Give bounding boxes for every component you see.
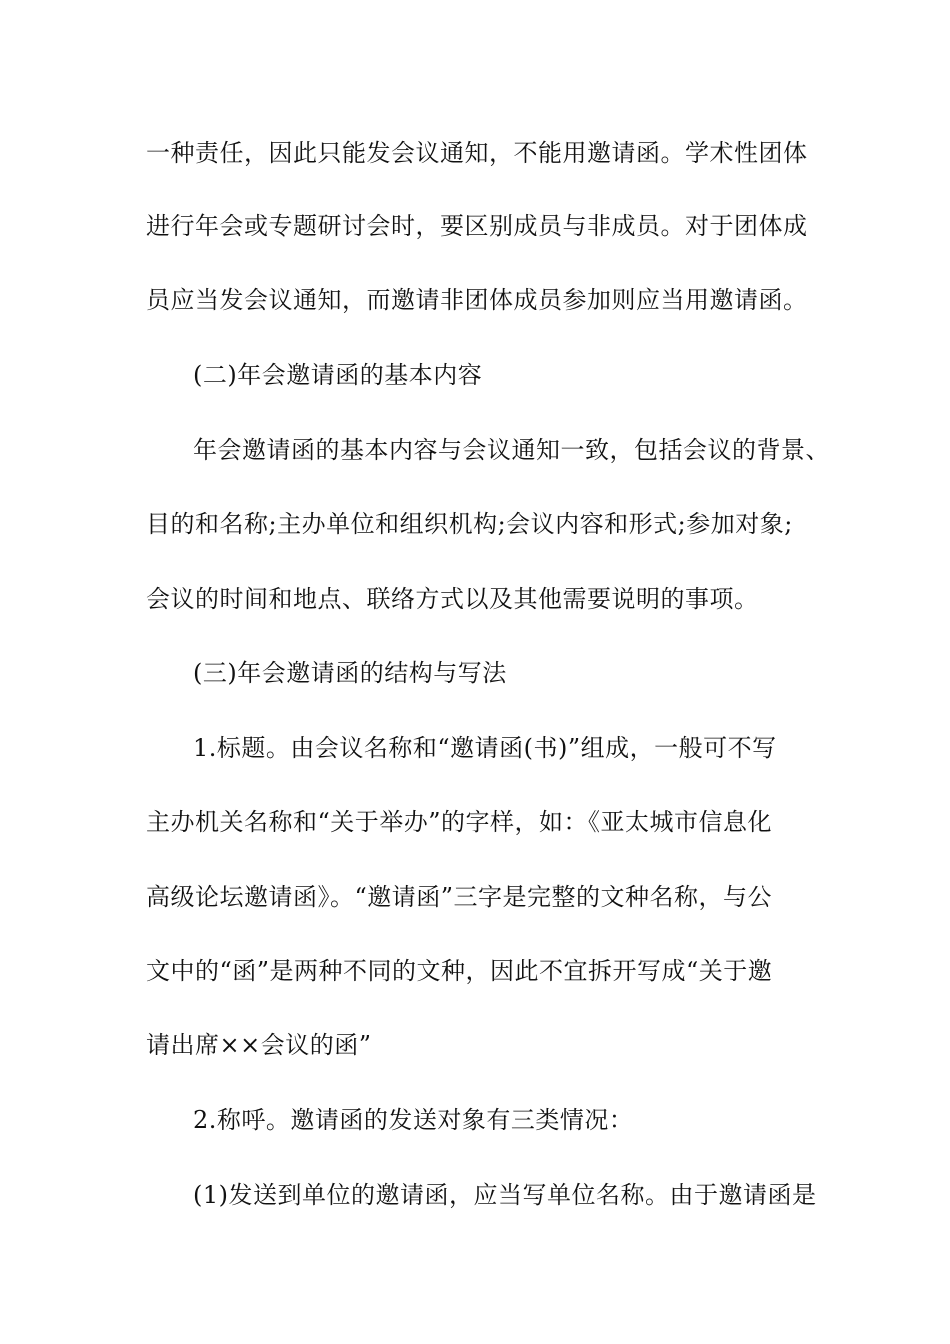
body-text-line: (1)发送到单位的邀请函，应当写单位名称。由于邀请函是 — [193, 1181, 817, 1209]
body-text-line: 请出席××会议的函” — [146, 1031, 372, 1059]
body-text-line: 进行年会或专题研讨会时，要区别成员与非成员。对于团体成 — [146, 212, 808, 240]
body-text-line: 员应当发会议通知，而邀请非团体成员参加则应当用邀请函。 — [146, 286, 808, 314]
body-text-line: 一种责任，因此只能发会议通知，不能用邀请函。学术性团体 — [146, 139, 808, 167]
body-text-line: 高级论坛邀请函》。“邀请函”三字是完整的文种名称，与公 — [146, 883, 773, 911]
body-text-line: 会议的时间和地点、联络方式以及其他需要说明的事项。 — [146, 585, 759, 613]
body-text-line: 目的和名称;主办单位和组织机构;会议内容和形式;参加对象; — [146, 510, 793, 538]
body-text-line: 主办机关名称和“关于举办”的字样，如：《亚太城市信息化 — [146, 808, 773, 836]
section-heading: (二)年会邀请函的基本内容 — [193, 361, 483, 389]
body-text-line: 年会邀请函的基本内容与会议通知一致，包括会议的背景、 — [193, 436, 830, 464]
body-text-line: 文中的“函”是两种不同的文种，因此不宜拆开写成“关于邀 — [146, 957, 773, 985]
body-text-line: 1.标题。由会议名称和“邀请函(书)”组成，一般可不写 — [193, 734, 777, 762]
section-heading: (三)年会邀请函的结构与写法 — [193, 659, 507, 687]
body-text-line: 2.称呼。邀请函的发送对象有三类情况： — [193, 1106, 634, 1134]
